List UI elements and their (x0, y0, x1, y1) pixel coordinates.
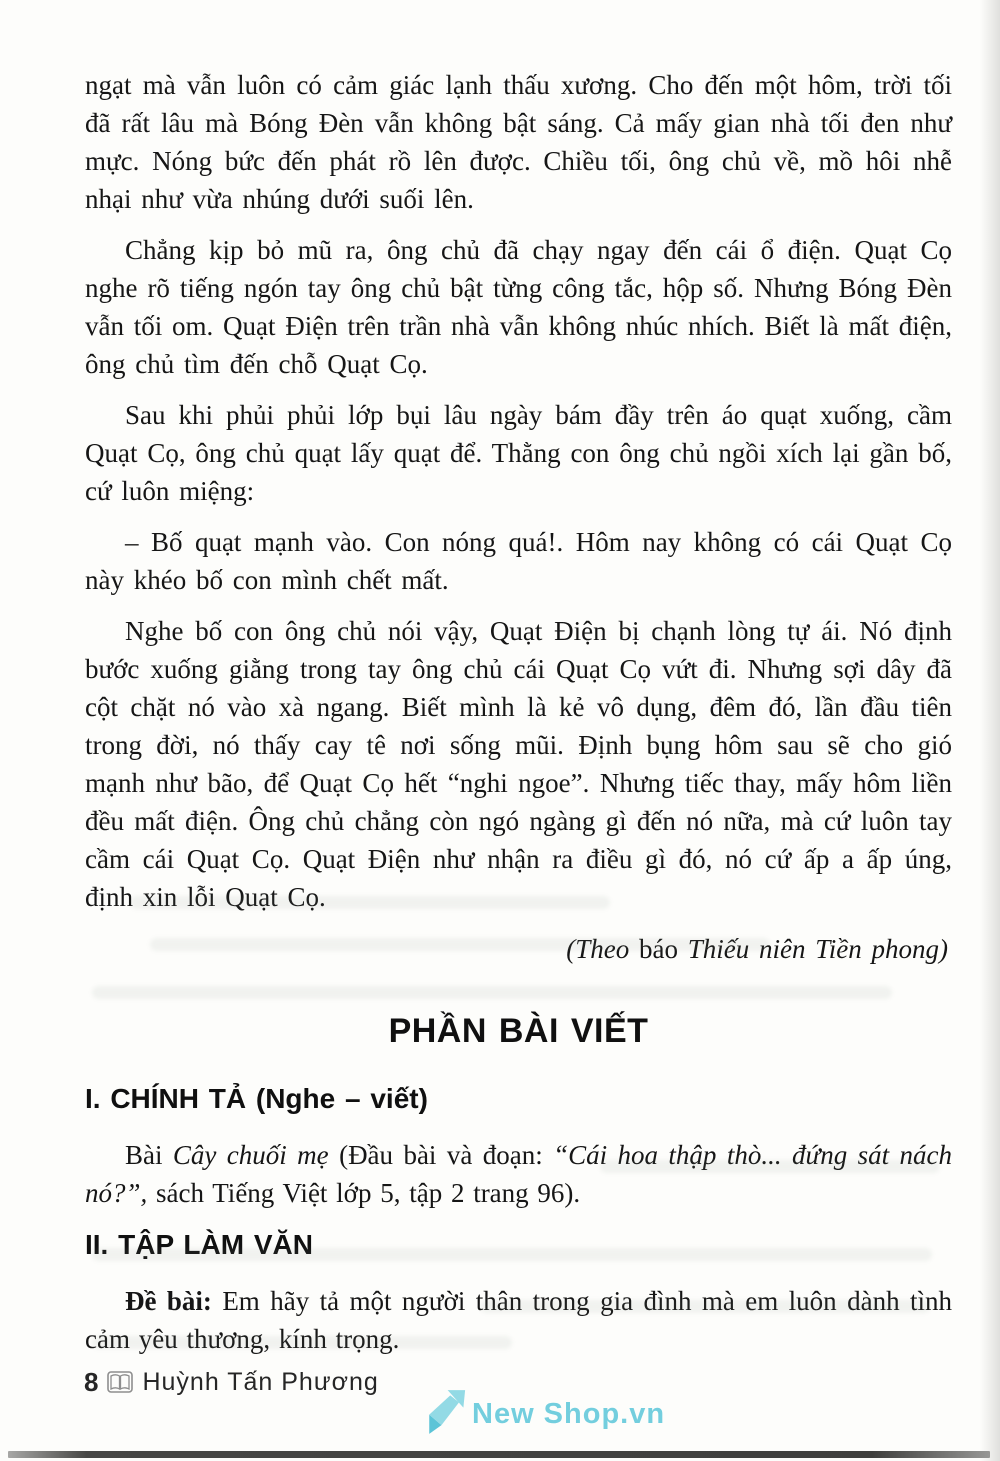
bleed-through-smudge (600, 1160, 940, 1173)
author-name: Huỳnh Tấn Phương (142, 1367, 379, 1396)
story-paragraph-2: Chẳng kịp bỏ mũ ra, ông chủ đã chạy ngay đến cái ổ điện. Quạt Cọ nghe rõ tiếng ngón tay ông chủ bật từng công tắc, hộp số. Nhưng Bóng Đèn vẫn tối om. Quạt Điện trên trần nhà vẫn không nhúc nhích. Biết là mất điện, ông chủ tìm đến chỗ Quạt Cọ. (85, 235, 952, 379)
watermark-label: New Shop.vn (472, 1398, 666, 1430)
chinh-ta-body (85, 1136, 952, 1212)
section-heading-chinh-ta: I. CHÍNH TẢ (Nghe – viết) (85, 1083, 428, 1114)
bleed-through-smudge (130, 896, 610, 909)
chinh-ta-run-quote: “Cái hoa thập thò... đứng sát nách nó?”, (85, 1140, 953, 1208)
attribution-bao: báo (629, 934, 688, 964)
bleed-through-smudge (150, 938, 770, 951)
page-footer (84, 1366, 379, 1398)
attribution-source-name: Thiếu niên Tiền phong) (687, 934, 948, 964)
chinh-ta-run-4: sách Tiếng Việt lớp 5, tập 2 trang 96). (147, 1178, 581, 1208)
up-right-arrow-icon (424, 1388, 466, 1441)
part-title: PHẦN BÀI VIẾT (388, 1012, 649, 1050)
page-edge-shadow (980, 0, 1000, 1461)
de-bai-text: Em hãy tả một người thân trong gia đình mà em luôn dành tình cảm yêu thương, kính trọng. (85, 1286, 952, 1354)
scan-edge-bar (8, 1451, 990, 1458)
story-paragraph-5: Nghe bố con ông chủ nói vậy, Quạt Điện bị chạnh lòng tự ái. Nó định bước xuống giằng trong tay ông chủ cái Quạt Cọ vứt đi. Nhưng sợi dây đã cột chặt nó vào xà ngang. Biết mình là kẻ vô dụng, đêm đó, lần đầu tiên trong đời, nó thấy cay tê nơi sống mũi. Định bụng hôm sau sẽ cho gió mạnh như bão, để Quạt Cọ hết “nghi ngoe”. Nhưng tiếc thay, mấy hôm liền đều mất điện. Ông chủ chẳng còn ngó ngàng gì đến nó nữa, mà cứ luôn tay cầm cái Quạt Cọ. Quạt Điện như nhận ra điều gì đó, nó cứ ấp a ấp úng, định xin lỗi Quạt Cọ. (85, 616, 952, 912)
section-heading-tap-lam-van: II. TẬP LÀM VĂN (85, 1229, 313, 1260)
open-book-icon (107, 1371, 133, 1393)
story-paragraph-dialogue: – Bố quạt mạnh vào. Con nóng quá!. Hôm nay không có cái Quạt Cọ này khéo bố con mình chết mất. (85, 527, 952, 595)
chinh-ta-run-title: Cây chuối mẹ (172, 1140, 329, 1170)
story-paragraph-3: Sau khi phủi phủi lớp bụi lâu ngày bám đầy trên áo quạt xuống, cầm Quạt Cọ, ông chủ quạt lấy quạt để. Thằng con ông chủ ngồi xích lại gần bố, cứ luôn miệng: (85, 400, 952, 506)
bleed-through-smudge (92, 986, 892, 999)
bleed-through-smudge (480, 1300, 930, 1313)
page-number: 8 (84, 1366, 99, 1397)
de-bai-label: Đề bài: (125, 1286, 212, 1316)
story-text-block (85, 66, 952, 968)
bleed-through-smudge (92, 1336, 512, 1349)
newshop-watermark (424, 1388, 665, 1441)
story-paragraph-1: ngạt mà vẫn luôn có cảm giác lạnh thấu xương. Cho đến một hôm, trời tối đã rất lâu mà Bóng Đèn vẫn không bật sáng. Cả mấy gian nhà tối đen như mực. Nóng bức đến phát rồ lên được. Chiều tối, ông chủ về, mồ hôi nhễ nhại như vừa nhúng dưới suối lên. (85, 70, 952, 214)
chinh-ta-run-0: Bài (125, 1140, 173, 1170)
bleed-through-smudge (92, 1248, 932, 1261)
attribution-theo: (Theo (566, 934, 630, 964)
chinh-ta-run-2: (Đầu bài và đoạn: (328, 1140, 554, 1170)
